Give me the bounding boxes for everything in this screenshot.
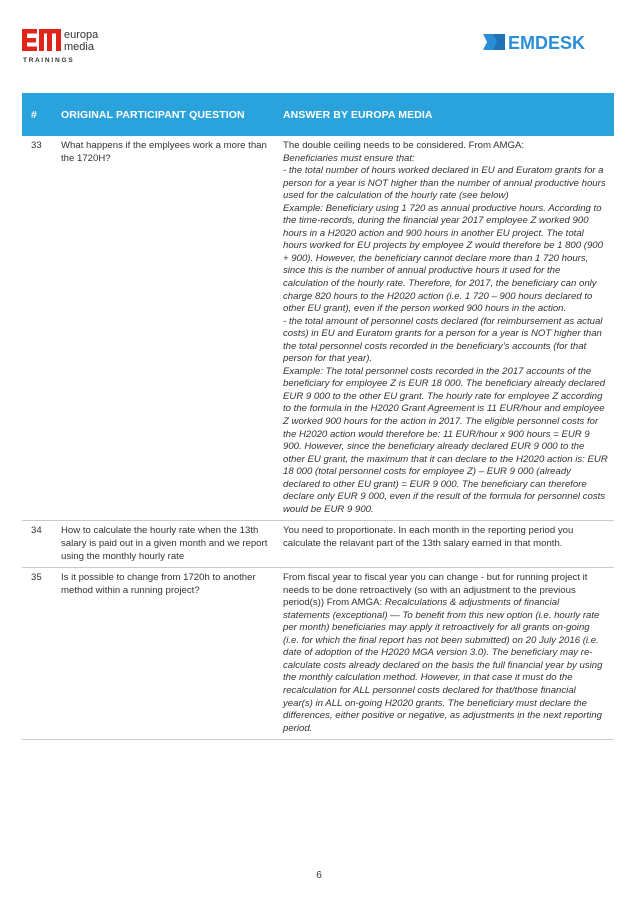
page-number: 6: [316, 870, 322, 881]
row-number: 34: [31, 525, 42, 537]
qa-table: [22, 93, 614, 740]
emdesk-logo: [483, 30, 613, 54]
row-number: 35: [31, 572, 42, 584]
answer-text: From fiscal year to fiscal year you can change - but for running project it needs to be done retroactively (so with an adjustment to the previous period(s)) From AMGA:: [283, 572, 588, 609]
table-header: [22, 93, 614, 136]
answer-quote: Recalculations & adjustments of financial statements (exceptional) — To benefit from this new option (i.e. hourly rate per month) beneficiaries may apply it retroactively for all grants on-going (i.e. for which the final report has not been submitted) on 20 July 2016 (i.e. date of adoption of the H2020 MGA version 3.0). The beneficiary may re-calculate costs already declared on the basis the full financial year by using the monthly calculation method. However, in that case it must do the recalculation for ALL personnel costs declared for that/those financial year(s) in ALL on-going H2020 grants. The beneficiary must declare the differences, either positive or negative, as adjustments in the next reporting period.: [283, 597, 603, 734]
row-question: What happens if the emplyees work a more than the 1720H?: [61, 140, 267, 164]
row-answer: [274, 136, 614, 520]
table-row: [22, 568, 614, 740]
row-answer: [274, 568, 614, 739]
answer-text: You need to proportionate. In each month in the reporting period you calculate the relavant part of the 13th salary earned in that month.: [283, 525, 574, 549]
header-answer: ANSWER BY EUROPA MEDIA: [283, 108, 433, 121]
row-question: How to calculate the hourly rate when the 13th salary is paid out in a given month and we report using the monthly hourly rate: [61, 525, 268, 562]
table-row: [22, 136, 614, 521]
logo-word-europa: europa: [64, 29, 99, 41]
row-answer: [274, 521, 614, 567]
answer-text: The double ceiling needs to be considered. From AMGA:: [283, 140, 525, 151]
table-row: [22, 521, 614, 568]
logo-word-media: media: [64, 41, 94, 53]
row-number: 33: [31, 140, 42, 151]
logo-word-trainings: T R A I N I N G S: [23, 57, 73, 64]
emdesk-mark-icon: [483, 34, 505, 50]
row-question: Is it possible to change from 1720h to another method within a running project?: [61, 572, 256, 596]
emdesk-wordmark: EMDESK: [508, 33, 586, 53]
header-number: #: [31, 108, 37, 121]
answer-quote: Beneficiaries must ensure that: - the total number of hours worked declared in EU and Euratom grants for a person for a year is NOT higher than the number of annual productive hours used for the calculation of the hourly rate (see below) Example: Beneficiary using 1 720 as annual productive hours. According to the time-records, during the financial year 2017 employee Z worked 900 hours in a H2020 action and 900 hours in another EU project. The total hours worked for EU projects by employee Z would therefore be 1 800 (900 + 900). However, the beneficiary cannot declare more than 1 720 hours, since this is the number of annual productive hours it used for the calculation of the hourly rate. Therefore, for 2017, the beneficiary can only charge 820 hours to the H2020 action (i.e. 1 720 – 900 hours declared to other EU grant), even if the person worked 900 hours in the action. - the total amount of personnel costs declared (for reimbursement as actual costs) in EU and Euratom grants for a person for a year is NOT higher than the total personnel costs recorded in the beneficiary’s accounts (for that person for that year). Example: The total personnel costs recorded in the 2017 accounts of the beneficiary for employee Z is EUR 18 000. The beneficiary already declared EUR 9 000 to the other EU grant. The hourly rate for employee Z according to the formula in the H2020 Grant Agreement is 11 EUR/hour and employee Z worked 900 hours for the action in 2017. The eligible personnel costs for the H2020 action would therefore be: 11 EUR/hour x 900 hours = EUR 9 900. However, since the beneficiary already declared EUR 9 000 to the other EU grant, the maximum that it can declare to the H2020 action is: EUR 18 000 (total personnel costs for employee Z) – EUR 9 000 (already declared to other EU grant) = EUR 9 000. The beneficiary can therefore declare only EUR 9 000, even if the result of the formula for personnel costs would be EUR 9 900.: [283, 152, 608, 515]
europa-media-trainings-logo: [22, 26, 142, 66]
header-question: ORIGINAL PARTICIPANT QUESTION: [61, 108, 245, 121]
